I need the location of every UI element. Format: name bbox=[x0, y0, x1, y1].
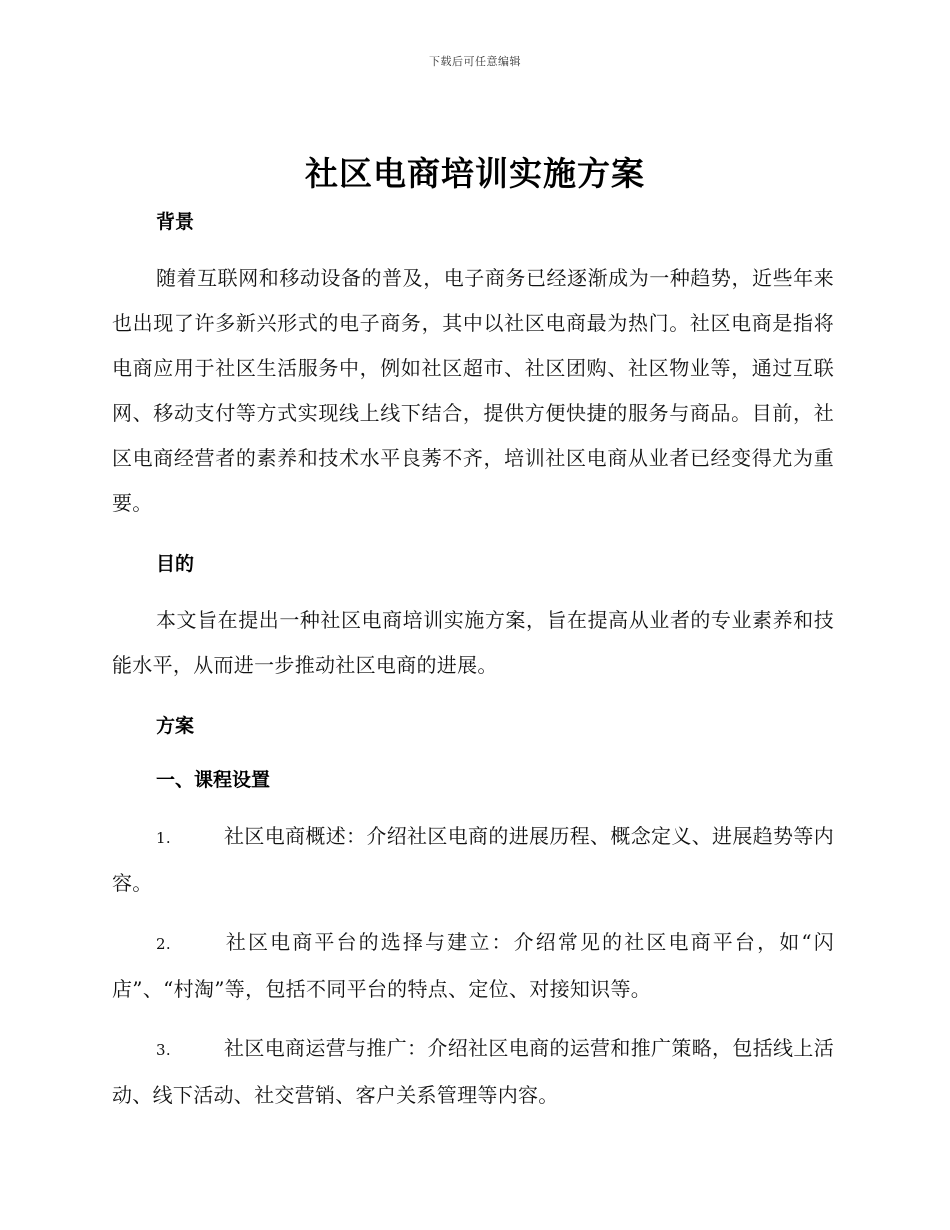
list-item-text: 社区电商平台的选择与建立：介绍常见的社区电商平台，如“闪店”、“村淘”等，包括不同平台的特点、定位、对接知识等。 bbox=[112, 930, 834, 1001]
list-number: 1. bbox=[156, 829, 171, 847]
document-title: 社区电商培训实施方案 bbox=[305, 154, 645, 193]
list-item bbox=[112, 1026, 834, 1118]
document-body bbox=[112, 202, 834, 1118]
section-heading-plan: 方案 bbox=[156, 715, 195, 737]
background-paragraph: 随着互联网和移动设备的普及，电子商务已经逐渐成为一种趋势，近些年来也出现了许多新兴形式的电子商务，其中以社区电商最为热门。社区电商是指将电商应用于社区生活服务中，例如社区超市、社区团购、社区物业等，通过互联网、移动支付等方式实现线上线下结合，提供方便快捷的服务与商品。目前，社区电商经营者的素养和技术水平良莠不齐，培训社区电商从业者已经变得尤为重要。 bbox=[112, 266, 834, 515]
section-heading-courses: 一、课程设置 bbox=[156, 769, 271, 791]
section-heading-background: 背景 bbox=[156, 211, 195, 233]
header-note: 下载后可任意编辑 bbox=[429, 55, 521, 68]
list-item bbox=[112, 920, 834, 1012]
list-item-text: 社区电商概述：介绍社区电商的进展历程、概念定义、进展趋势等内容。 bbox=[112, 824, 834, 895]
list-item bbox=[112, 814, 834, 906]
list-item-text: 社区电商运营与推广：介绍社区电商的运营和推广策略，包括线上活动、线下活动、社交营销、客户关系管理等内容。 bbox=[112, 1036, 834, 1107]
section-heading-purpose: 目的 bbox=[156, 553, 195, 575]
list-number: 2. bbox=[156, 935, 171, 953]
list-number: 3. bbox=[156, 1041, 171, 1059]
purpose-paragraph: 本文旨在提出一种社区电商培训实施方案，旨在提高从业者的专业素养和技能水平，从而进一步推动社区电商的进展。 bbox=[112, 608, 834, 677]
